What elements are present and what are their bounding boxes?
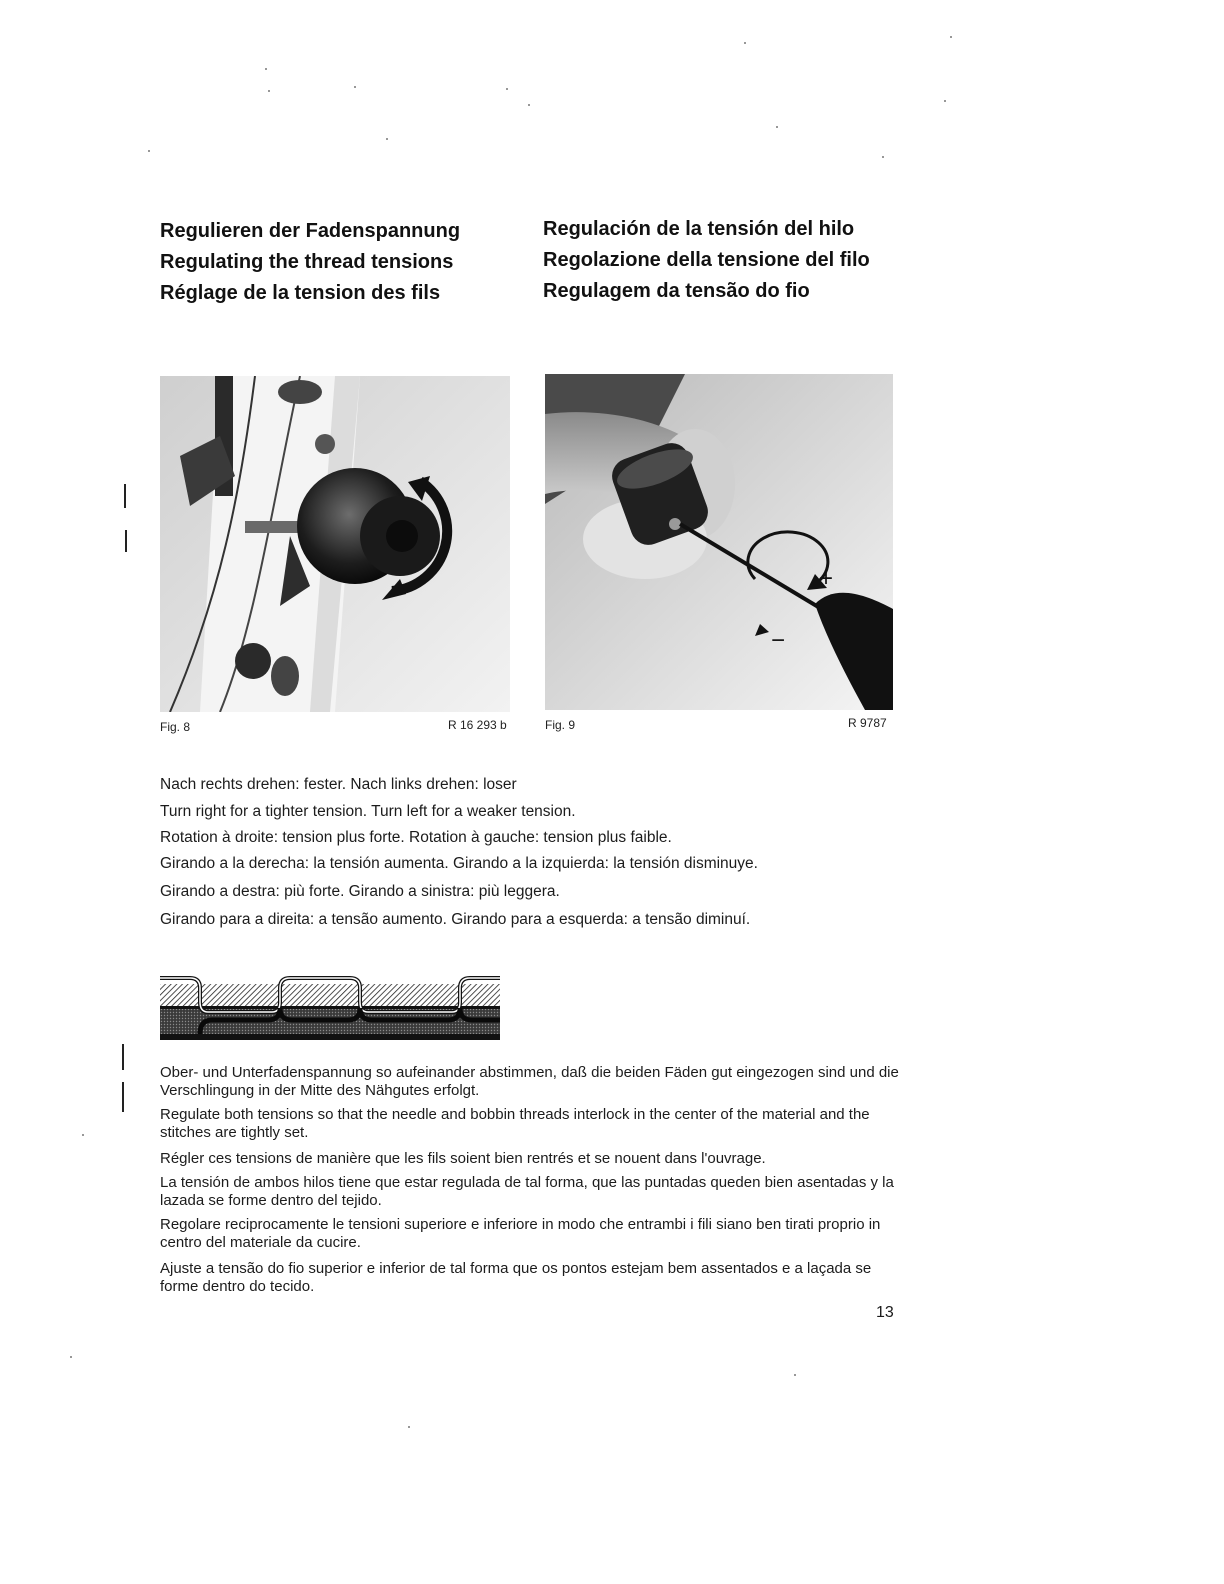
headings-right: [543, 214, 870, 307]
margin-mark: [124, 484, 126, 508]
margin-mark: [122, 1082, 124, 1112]
figure-8-label: Fig. 8: [160, 720, 191, 734]
figure-9-reference: R 9787: [848, 716, 887, 730]
minus-sign: −: [771, 627, 786, 654]
figure-8-reference: R 16 293 b: [448, 718, 507, 732]
instruction-line: Rotation à droite: tension plus forte. Rotation à gauche: tension plus faible.: [160, 829, 672, 846]
paragraph: Ajuste a tensão do fio superior e inferior de tal forma que os pontos estejam bem assentados e a laçada se forme dentro do tecido.: [160, 1260, 872, 1295]
instruction-line: Nach rechts drehen: fester. Nach links drehen: loser: [160, 776, 517, 793]
heading-english: Regulating the thread tensions: [160, 251, 454, 273]
bobbin-case-illustration: [545, 374, 893, 710]
heading-french: Réglage de la tension des fils: [160, 282, 441, 304]
plus-sign: +: [819, 565, 834, 592]
figure-9-label: Fig. 9: [545, 718, 576, 732]
heading-portuguese: Regulagem da tensão do fio: [543, 280, 810, 302]
paragraph: La tensión de ambos hilos tiene que estar regulada de tal forma, que las puntadas queden bien asentadas y la lazada se forme dentro del tejido.: [160, 1174, 894, 1209]
heading-italian: Regolazione della tensione del filo: [543, 249, 870, 271]
tension-dial-illustration: [160, 376, 510, 712]
figure-8-photo: [160, 376, 510, 712]
page-number: 13: [876, 1304, 894, 1321]
margin-mark: [125, 530, 127, 552]
paragraph: Ober- und Unterfadenspannung so aufeinander abstimmen, daß die beiden Fäden gut eingezogen sind und die Verschlingung in der Mitte des Nähgutes erfolgt.: [160, 1064, 899, 1099]
heading-spanish: Regulación de la tensión del hilo: [543, 218, 855, 240]
headings-left: [160, 216, 460, 309]
instruction-line: Turn right for a tighter tension. Turn left for a weaker tension.: [160, 803, 576, 820]
margin-mark: [122, 1044, 124, 1070]
figure-9-photo: [545, 374, 893, 710]
stitch-diagram: [160, 972, 500, 1042]
heading-german: Regulieren der Fadenspannung: [160, 220, 461, 242]
instruction-line: Girando para a direita: a tensão aumento. Girando para a esquerda: a tensão diminuí.: [160, 911, 751, 928]
paragraph: Régler ces tensions de manière que les fils soient bien rentrés et se nouent dans l'ouvrage.: [160, 1150, 766, 1167]
instruction-line: Girando a la derecha: la tensión aumenta. Girando a la izquierda: la tensión disminuye.: [160, 855, 758, 872]
instruction-line: Girando a destra: più forte. Girando a sinistra: più leggera.: [160, 883, 560, 900]
paragraph: Regolare reciprocamente le tensioni superiore e inferiore in modo che entrambi i fili siano ben tirati proprio in centro del materiale da cucire.: [160, 1216, 881, 1251]
paragraph: Regulate both tensions so that the needle and bobbin threads interlock in the center of the material and the stitches are tightly set.: [160, 1106, 870, 1141]
